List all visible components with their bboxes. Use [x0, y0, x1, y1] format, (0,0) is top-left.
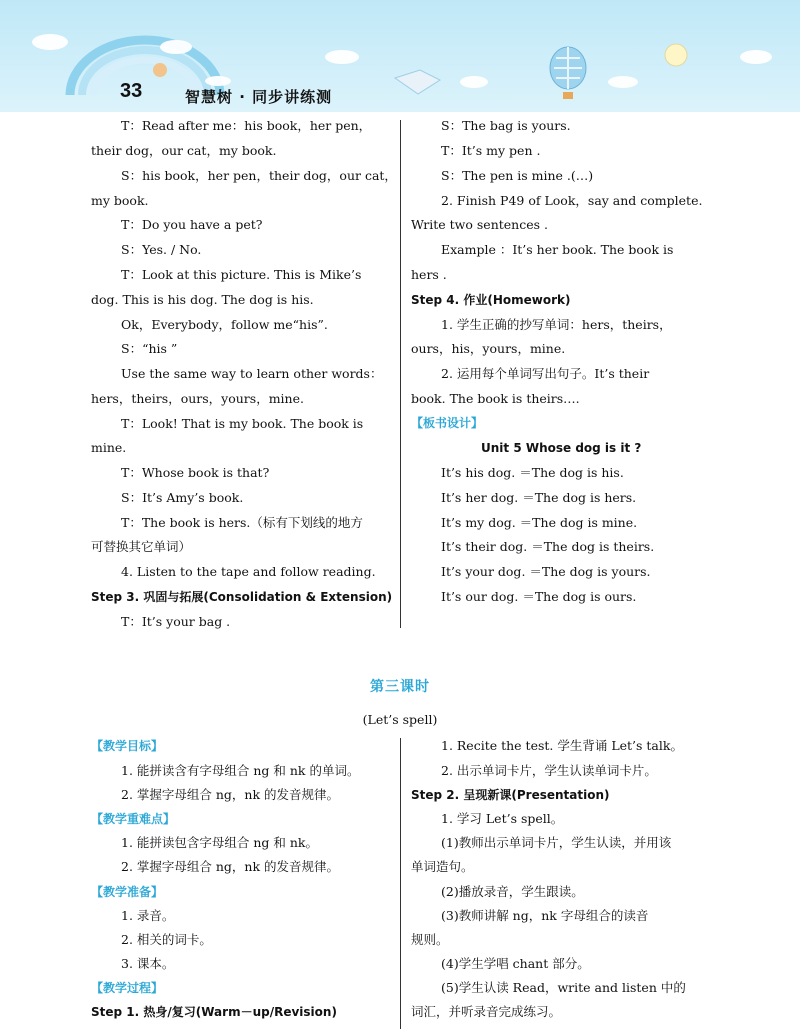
- text-line: T：Whose book is that?: [121, 465, 270, 480]
- section-tag-preparation: 【教学准备】: [91, 885, 164, 899]
- text-line: my book.: [91, 193, 149, 208]
- text-line: 1. 能拼读包含字母组合 ng 和 nk。: [121, 835, 318, 850]
- book-title: 智慧树 · 同步讲练测: [185, 88, 333, 106]
- text-line: 2. Finish P49 of Look，say and complete.: [441, 193, 703, 208]
- text-line: 1. Recite the test. 学生背诵 Let’s talk。: [441, 738, 683, 753]
- text-line: T：Look! That is my book. The book is: [121, 416, 364, 431]
- board-line: It’s his dog. ＝The dog is his.: [441, 465, 624, 480]
- lesson-subtitle: (Let’s spell): [362, 712, 438, 727]
- text-line: S：his book，her pen，their dog，our cat，: [121, 168, 397, 183]
- text-line: their dog，our cat，my book.: [91, 143, 277, 158]
- text-line: (3)教师讲解 ng，nk 字母组合的读音: [441, 908, 649, 923]
- text-line: S：The pen is mine .(…): [441, 168, 594, 183]
- step-heading: Step 1. 热身/复习(Warm－up/Revision): [91, 1005, 337, 1019]
- text-line: dog. This is his dog. The dog is his.: [91, 292, 314, 307]
- board-line: It’s my dog. ＝The dog is mine.: [441, 515, 638, 530]
- text-line: mine.: [91, 440, 127, 455]
- column-divider-bottom: [400, 738, 401, 1029]
- text-line: ours，his，yours，mine.: [411, 341, 566, 356]
- step-heading: Step 2. 呈现新课(Presentation): [411, 788, 610, 802]
- text-line: hers .: [411, 267, 447, 282]
- text-line: 2. 相关的词卡。: [121, 932, 212, 947]
- text-line: 词汇，并听录音完成练习。: [411, 1004, 562, 1019]
- text-line: 1. 能拼读含有字母组合 ng 和 nk 的单词。: [121, 763, 360, 778]
- text-line: 1. 录音。: [121, 908, 175, 923]
- text-line: (2)播放录音，学生跟读。: [441, 884, 584, 899]
- text-line: 单词造句。: [411, 859, 474, 874]
- text-line: 2. 掌握字母组合 ng，nk 的发音规律。: [121, 859, 340, 874]
- text-line: 1. 学习 Let’s spell。: [441, 811, 564, 826]
- text-line: 2. 出示单词卡片，学生认读单词卡片。: [441, 763, 657, 778]
- section-tag-key-points: 【教学重难点】: [91, 812, 176, 826]
- text-line: T：Do you have a pet?: [121, 217, 263, 232]
- board-line: It’s their dog. ＝The dog is theirs.: [441, 539, 655, 554]
- text-line: 规则。: [411, 932, 449, 947]
- text-line: 2. 运用每个单词写出句子。It’s their: [441, 366, 650, 381]
- text-line: T：It’s your bag .: [121, 614, 231, 629]
- section-tag-board-design: 【板书设计】: [411, 416, 484, 430]
- column-divider-top: [400, 120, 401, 628]
- page-header: [0, 0, 800, 112]
- step-heading: Step 4. 作业(Homework): [411, 293, 571, 307]
- lesson-title: 第三课时: [370, 679, 430, 695]
- text-line: Use the same way to learn other words：: [121, 366, 383, 381]
- text-line: hers，theirs，ours，yours，mine.: [91, 391, 304, 406]
- board-line: It’s our dog. ＝The dog is ours.: [441, 589, 637, 604]
- text-line: 4. Listen to the tape and follow reading.: [121, 564, 376, 579]
- page-number: 33: [120, 80, 143, 102]
- text-line: T：Look at this picture. This is Mike’s: [121, 267, 362, 282]
- text-line: (4)学生学唱 chant 部分。: [441, 956, 590, 971]
- text-line: 可替换其它单词）: [91, 539, 192, 554]
- step-heading: Step 3. 巩固与拓展(Consolidation & Extension): [91, 590, 393, 604]
- text-line: Write two sentences .: [411, 217, 548, 232]
- text-line: book. The book is theirs….: [411, 391, 580, 406]
- text-line: Ok，Everybody，follow me“his”.: [121, 317, 328, 332]
- text-line: 1. 学生正确的抄写单词：hers，theirs，: [441, 317, 672, 332]
- text-line: 3. 课本。: [121, 956, 175, 971]
- text-line: S：It’s Amy’s book.: [121, 490, 244, 505]
- text-line: S：“his ”: [121, 341, 178, 356]
- section-tag-process: 【教学过程】: [91, 981, 164, 995]
- text-line: T：The book is hers.（标有下划线的地方: [121, 515, 363, 530]
- board-line: It’s her dog. ＝The dog is hers.: [441, 490, 637, 505]
- section-tag-teaching-goals: 【教学目标】: [91, 739, 164, 753]
- text-line: S：Yes. / No.: [121, 242, 202, 257]
- text-line: T：Read after me：his book，her pen，: [121, 118, 372, 133]
- board-line: It’s your dog. ＝The dog is yours.: [441, 564, 651, 579]
- text-line: (5)学生认读 Read，write and listen 中的: [441, 980, 686, 995]
- text-line: S：The bag is yours.: [441, 118, 571, 133]
- text-line: 2. 掌握字母组合 ng，nk 的发音规律。: [121, 787, 340, 802]
- board-unit-title: Unit 5 Whose dog is it ?: [481, 441, 642, 455]
- text-line: Example ：It’s her book. The book is: [441, 242, 674, 257]
- text-line: T：It’s my pen .: [441, 143, 541, 158]
- text-line: (1)教师出示单词卡片，学生认读，并用该: [441, 835, 672, 850]
